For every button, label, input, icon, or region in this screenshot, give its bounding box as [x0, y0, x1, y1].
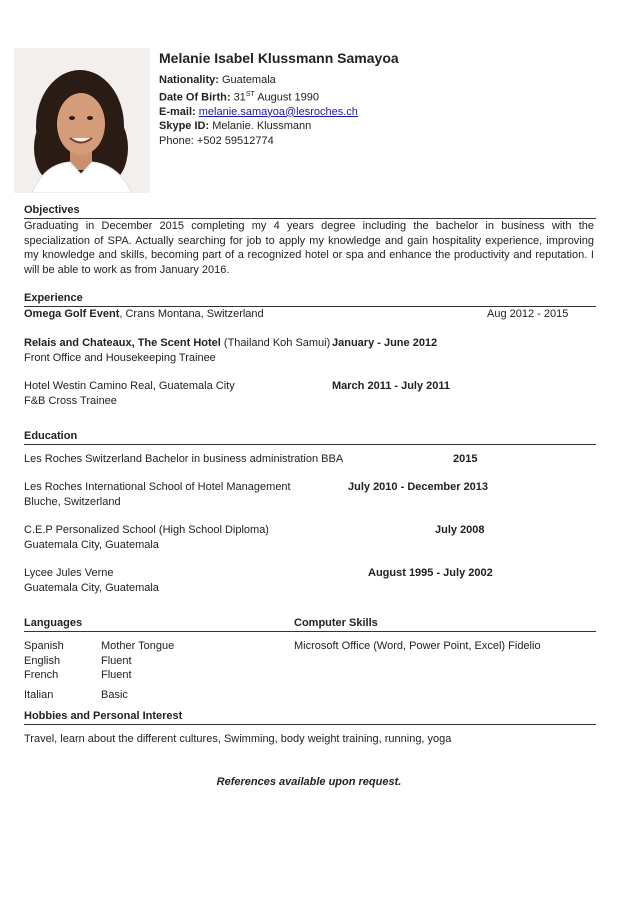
experience-title: Experience: [24, 292, 83, 304]
school-location: Guatemala City, Guatemala: [24, 538, 159, 551]
dob-day: 31: [233, 91, 246, 104]
dob-month-year: August 1990: [257, 91, 319, 104]
portrait-image: [14, 48, 150, 193]
profile-photo: [14, 48, 150, 193]
education-item: [24, 480, 291, 509]
experience-date: Aug 2012 - 2015: [487, 308, 569, 320]
experience-item: [24, 379, 235, 408]
employer-name: Hotel Westin Camino Real, Guatemala City: [24, 380, 235, 392]
language-item: English Fluent: [24, 654, 132, 667]
skype-value: Melanie. Klussmann: [212, 120, 312, 133]
school-name: C.E.P Personalized School (High School Diploma): [24, 524, 269, 536]
experience-date: March 2011 - July 2011: [332, 380, 451, 392]
employer-name: Omega Golf Event: [24, 308, 120, 320]
hobbies-text: Travel, learn about the different cultures, Swimming, body weight training, running, yoga: [24, 733, 452, 745]
employer-name: Relais and Chateaux, The Scent Hotel: [24, 337, 221, 349]
job-role: F&B Cross Trainee: [24, 394, 117, 407]
job-role: Front Office and Housekeeping Trainee: [24, 351, 216, 364]
language-item: Italian Basic: [24, 689, 128, 701]
education-date: August 1995 - July 2002: [368, 567, 493, 579]
education-date: July 2010 - December 2013: [348, 481, 489, 493]
education-date: 2015: [453, 453, 478, 465]
email-row: E-mail: melanie.samayoa@lesroches.ch: [159, 105, 358, 118]
references-note: References available upon request.: [216, 776, 402, 788]
objectives-text: Graduating in December 2015 completing my 4 years degree including the bachelor in business with the specialization of SPA. Actually searching for job to apply my knowledge and gain hospitality experience, improving my knowledge and skills, becoming part of a recognized hotel or spa and enhance the productivity and reputation. I will be able to work as from January 2016.: [24, 220, 594, 276]
school-name: Lycee Jules Verne: [24, 567, 114, 579]
experience-date: January - June 2012: [332, 337, 438, 349]
experience-item: [24, 307, 264, 322]
language-item: Spanish Mother Tongue: [24, 640, 175, 652]
hobbies-title: Hobbies and Personal Interest: [24, 710, 183, 722]
school-location: Bluche, Switzerland: [24, 495, 121, 508]
school-name: Les Roches Switzerland Bachelor in business administration BBA: [24, 453, 344, 465]
skype-row: Skype ID: Melanie. Klussmann: [159, 120, 312, 133]
phone-row: Phone: +502 59512774: [159, 134, 274, 147]
language-item: French Fluent: [24, 669, 132, 681]
nationality-row: Nationality: Guatemala: [159, 74, 276, 86]
email-link[interactable]: melanie.samayoa@lesroches.ch: [198, 105, 358, 118]
computer-skills-title: Computer Skills: [294, 617, 378, 629]
languages-divider: [24, 631, 596, 632]
nationality-value: Guatemala: [221, 74, 276, 86]
education-divider: [24, 444, 596, 445]
dob-suffix: ST: [245, 90, 255, 98]
contact-info: [159, 73, 358, 148]
employer-location: (Thailand Koh Samui): [220, 337, 331, 349]
education-date: July 2008: [435, 524, 485, 536]
computer-skills-text: Microsoft Office (Word, Power Point, Excel) Fidelio: [294, 640, 541, 652]
education-item: [24, 452, 343, 467]
school-name: Les Roches International School of Hotel Management: [24, 481, 291, 493]
languages-title: Languages: [24, 617, 83, 629]
school-location: Guatemala City, Guatemala: [24, 581, 159, 594]
objectives-title: Objectives: [24, 204, 80, 216]
language-list: [24, 639, 174, 683]
dob-row: Date Of Birth: 31ST August 1990: [159, 90, 319, 104]
hobbies-divider: [24, 724, 596, 725]
education-title: Education: [24, 430, 78, 442]
education-item: [24, 523, 269, 552]
experience-item: [24, 336, 330, 365]
employer-location: , Crans Montana, Switzerland: [119, 308, 264, 320]
candidate-name: Melanie Isabel Klussmann Samayoa: [159, 50, 399, 66]
education-item: [24, 566, 159, 595]
